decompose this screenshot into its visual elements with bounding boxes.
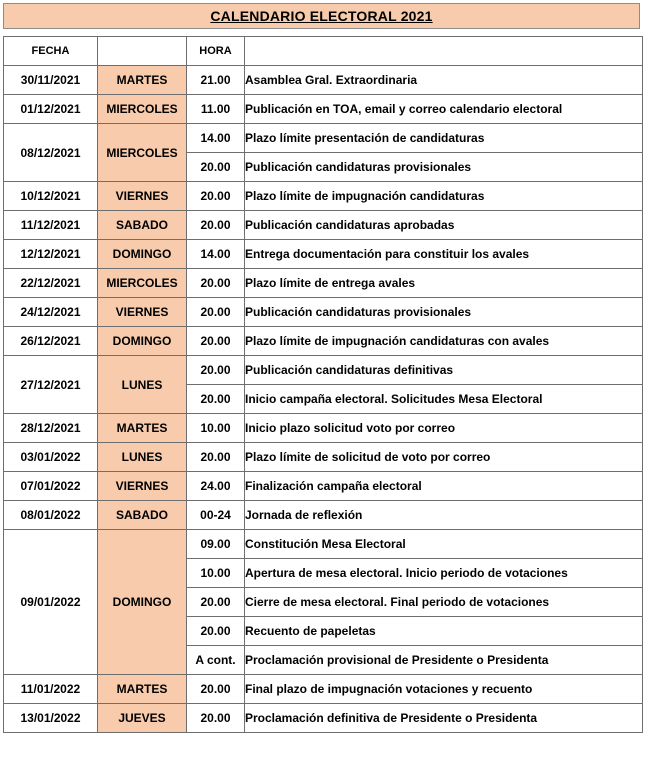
actividad-cell: Publicación candidaturas definitivas — [245, 356, 643, 385]
table-row — [4, 211, 643, 240]
dia-cell: LUNES — [98, 356, 187, 414]
actividad-cell: Cierre de mesa electoral. Final periodo de votaciones — [245, 588, 643, 617]
hora-cell: 20.00 — [187, 443, 245, 472]
table-row — [4, 124, 643, 153]
table-row — [4, 704, 643, 733]
hora-cell: 10.00 — [187, 414, 245, 443]
actividad-cell: Plazo límite de entrega avales — [245, 269, 643, 298]
actividad-cell: Publicación candidaturas provisionales — [245, 153, 643, 182]
actividad-cell: Final plazo de impugnación votaciones y recuento — [245, 675, 643, 704]
hora-cell: A cont. — [187, 646, 245, 675]
dia-cell: MIERCOLES — [98, 269, 187, 298]
actividad-cell: Publicación candidaturas aprobadas — [245, 211, 643, 240]
actividad-cell: Finalización campaña electoral — [245, 472, 643, 501]
dia-cell: DOMINGO — [98, 327, 187, 356]
actividad-cell: Inicio plazo solicitud voto por correo — [245, 414, 643, 443]
fecha-cell: 28/12/2021 — [4, 414, 98, 443]
header-row — [4, 37, 643, 66]
hora-cell: 20.00 — [187, 588, 245, 617]
actividad-cell: Constitución Mesa Electoral — [245, 530, 643, 559]
table-row — [4, 501, 643, 530]
hora-cell: 10.00 — [187, 559, 245, 588]
hora-cell: 20.00 — [187, 153, 245, 182]
actividad-cell: Asamblea Gral. Extraordinaria — [245, 66, 643, 95]
dia-cell: JUEVES — [98, 704, 187, 733]
hora-cell: 20.00 — [187, 182, 245, 211]
table-row — [4, 182, 643, 211]
fecha-cell: 07/01/2022 — [4, 472, 98, 501]
actividad-cell: Inicio campaña electoral. Solicitudes Mesa Electoral — [245, 385, 643, 414]
dia-cell: SABADO — [98, 211, 187, 240]
table-row — [4, 269, 643, 298]
dia-cell: VIERNES — [98, 182, 187, 211]
dia-cell: DOMINGO — [98, 240, 187, 269]
actividad-cell: Plazo límite presentación de candidaturas — [245, 124, 643, 153]
table-row — [4, 472, 643, 501]
fecha-cell: 03/01/2022 — [4, 443, 98, 472]
header-actividad — [245, 37, 643, 66]
hora-cell: 00-24 — [187, 501, 245, 530]
actividad-cell: Plazo límite de solicitud de voto por correo — [245, 443, 643, 472]
hora-cell: 20.00 — [187, 269, 245, 298]
fecha-cell: 12/12/2021 — [4, 240, 98, 269]
fecha-cell: 11/12/2021 — [4, 211, 98, 240]
table-row — [4, 240, 643, 269]
hora-cell: 20.00 — [187, 298, 245, 327]
electoral-calendar-table — [3, 36, 643, 733]
header-fecha: FECHA — [4, 37, 98, 66]
actividad-cell: Plazo límite de impugnación candidaturas con avales — [245, 327, 643, 356]
dia-cell: MIERCOLES — [98, 124, 187, 182]
dia-cell: VIERNES — [98, 298, 187, 327]
header-dia — [98, 37, 187, 66]
dia-cell: VIERNES — [98, 472, 187, 501]
hora-cell: 11.00 — [187, 95, 245, 124]
hora-cell: 14.00 — [187, 240, 245, 269]
dia-cell: MARTES — [98, 414, 187, 443]
header-hora: HORA — [187, 37, 245, 66]
calendar-body — [4, 37, 643, 733]
fecha-cell: 01/12/2021 — [4, 95, 98, 124]
actividad-cell: Apertura de mesa electoral. Inicio periodo de votaciones — [245, 559, 643, 588]
fecha-cell: 27/12/2021 — [4, 356, 98, 414]
title-banner — [3, 3, 640, 29]
actividad-cell: Publicación candidaturas provisionales — [245, 298, 643, 327]
hora-cell: 14.00 — [187, 124, 245, 153]
table-row — [4, 95, 643, 124]
actividad-cell: Proclamación provisional de Presidente o Presidenta — [245, 646, 643, 675]
hora-cell: 09.00 — [187, 530, 245, 559]
table-row — [4, 530, 643, 559]
fecha-cell: 22/12/2021 — [4, 269, 98, 298]
fecha-cell: 09/01/2022 — [4, 530, 98, 675]
actividad-cell: Plazo límite de impugnación candidaturas — [245, 182, 643, 211]
fecha-cell: 08/12/2021 — [4, 124, 98, 182]
hora-cell: 20.00 — [187, 704, 245, 733]
actividad-cell: Proclamación definitiva de Presidente o Presidenta — [245, 704, 643, 733]
dia-cell: DOMINGO — [98, 530, 187, 675]
page-title: CALENDARIO ELECTORAL 2021 — [210, 8, 433, 24]
table-row — [4, 675, 643, 704]
hora-cell: 20.00 — [187, 385, 245, 414]
fecha-cell: 10/12/2021 — [4, 182, 98, 211]
fecha-cell: 26/12/2021 — [4, 327, 98, 356]
fecha-cell: 13/01/2022 — [4, 704, 98, 733]
dia-cell: MARTES — [98, 66, 187, 95]
hora-cell: 20.00 — [187, 675, 245, 704]
fecha-cell: 24/12/2021 — [4, 298, 98, 327]
hora-cell: 20.00 — [187, 356, 245, 385]
dia-cell: MIERCOLES — [98, 95, 187, 124]
hora-cell: 24.00 — [187, 472, 245, 501]
table-row — [4, 356, 643, 385]
actividad-cell: Recuento de papeletas — [245, 617, 643, 646]
table-row — [4, 66, 643, 95]
table-row — [4, 443, 643, 472]
fecha-cell: 08/01/2022 — [4, 501, 98, 530]
fecha-cell: 11/01/2022 — [4, 675, 98, 704]
actividad-cell: Entrega documentación para constituir los avales — [245, 240, 643, 269]
hora-cell: 21.00 — [187, 66, 245, 95]
table-row — [4, 414, 643, 443]
actividad-cell: Jornada de reflexión — [245, 501, 643, 530]
hora-cell: 20.00 — [187, 327, 245, 356]
dia-cell: SABADO — [98, 501, 187, 530]
dia-cell: LUNES — [98, 443, 187, 472]
actividad-cell: Publicación en TOA, email y correo calendario electoral — [245, 95, 643, 124]
hora-cell: 20.00 — [187, 211, 245, 240]
fecha-cell: 30/11/2021 — [4, 66, 98, 95]
dia-cell: MARTES — [98, 675, 187, 704]
table-row — [4, 327, 643, 356]
table-row — [4, 298, 643, 327]
hora-cell: 20.00 — [187, 617, 245, 646]
